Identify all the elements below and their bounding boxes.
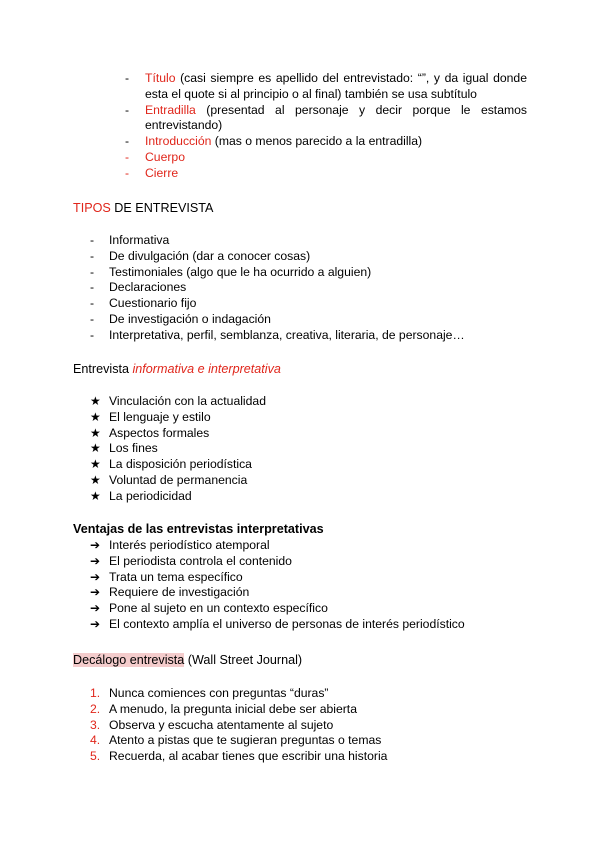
- list-item: [90, 554, 465, 570]
- dash-bullet: -: [90, 296, 95, 311]
- list-number: 3.: [90, 717, 101, 732]
- list-item-text: El lenguaje y estilo: [109, 409, 211, 424]
- list-item-text: Nunca comiences con preguntas “duras”: [109, 686, 329, 700]
- list-item: [90, 601, 465, 617]
- item-description: (mas o menos parecido a la entradilla): [211, 134, 423, 149]
- list-item-text: Atento a pistas que te sugieran preguntas o temas: [109, 733, 382, 748]
- list-item: [90, 249, 465, 265]
- list-item-text: De divulgación (dar a conocer cosas): [109, 248, 311, 263]
- item-term: Título: [145, 71, 176, 85]
- arrow-right-icon: ➔: [90, 553, 101, 568]
- tipos-heading-rest: DE ENTREVISTA: [110, 201, 214, 215]
- star-icon: ★: [90, 425, 101, 440]
- list-item-text: Vinculación con la actualidad: [109, 394, 266, 408]
- star-icon: ★: [90, 457, 101, 472]
- dash-bullet: -: [90, 233, 95, 247]
- list-item-text: La disposición periodística: [109, 457, 252, 472]
- list-item: [90, 457, 266, 473]
- tipos-heading-red: TIPOS: [73, 201, 111, 215]
- list-item-text: La periodicidad: [109, 488, 192, 503]
- dash-bullet: -: [90, 248, 95, 263]
- list-item-text: Requiere de investigación: [109, 585, 250, 600]
- list-item: [90, 686, 387, 702]
- list-item: [90, 296, 465, 312]
- structure-list: [125, 71, 527, 182]
- dash-bullet: -: [125, 71, 130, 85]
- dash-bullet: -: [90, 264, 95, 279]
- list-item: [90, 570, 465, 586]
- list-item: [90, 328, 465, 344]
- list-item: [90, 733, 387, 749]
- list-item-text: Recuerda, al acabar tienes que escribir una historia: [109, 749, 388, 764]
- item-term: Cuerpo: [145, 149, 185, 164]
- star-icon: ★: [90, 409, 101, 424]
- list-item: [125, 71, 527, 103]
- item-term: Introducción: [145, 134, 212, 149]
- dash-bullet: -: [125, 134, 130, 149]
- dash-bullet: -: [90, 327, 95, 342]
- list-item: [90, 394, 266, 410]
- tipos-list: [90, 233, 465, 344]
- informativa-list: [90, 394, 266, 505]
- arrow-right-icon: ➔: [90, 569, 101, 584]
- list-item: [90, 441, 266, 457]
- item-term: Entradilla: [145, 102, 196, 117]
- item-term: Cierre: [145, 165, 179, 180]
- dash-bullet: -: [125, 102, 130, 117]
- list-item: [125, 103, 527, 135]
- list-item: [125, 166, 527, 182]
- dash-bullet: -: [125, 165, 130, 180]
- dash-bullet: -: [90, 311, 95, 326]
- list-number: 5.: [90, 749, 101, 764]
- list-item: [90, 265, 465, 281]
- arrow-right-icon: ➔: [90, 616, 101, 631]
- item-description: (presentad al personaje y decir porque le estamos entrevistando): [145, 102, 527, 133]
- informativa-heading-italic: informativa e interpretativa: [132, 362, 281, 376]
- list-item: [90, 489, 266, 505]
- list-item: [125, 134, 527, 150]
- list-item-text: Declaraciones: [109, 280, 187, 295]
- list-item-text: Los fines: [109, 441, 158, 456]
- tipos-heading: [73, 201, 213, 217]
- list-item-text: Trata un tema específico: [109, 569, 243, 584]
- list-item: [90, 312, 465, 328]
- list-item: [90, 749, 387, 765]
- list-item-text: Cuestionario fijo: [109, 296, 197, 311]
- dash-bullet: -: [125, 149, 130, 164]
- list-item-text: Interés periodístico atemporal: [109, 538, 270, 552]
- list-number: 2.: [90, 701, 101, 716]
- decalogo-list: [90, 686, 387, 765]
- list-number: 1.: [90, 686, 101, 700]
- list-item-text: Interpretativa, perfil, semblanza, creativa, literaria, de personaje…: [109, 327, 465, 342]
- informativa-heading: [73, 362, 281, 378]
- item-description: (casi siempre es apellido del entrevistado: “”, y da igual donde esta el quote si al principio o al final) también se usa subtítulo: [145, 71, 527, 101]
- ventajas-list: [90, 538, 465, 633]
- decalogo-heading-highlight: Decálogo entrevista: [73, 653, 185, 667]
- star-icon: ★: [90, 488, 101, 503]
- star-icon: ★: [90, 394, 101, 408]
- list-item-text: Pone al sujeto en un contexto específico: [109, 601, 328, 616]
- decalogo-heading-rest: (Wall Street Journal): [184, 653, 303, 667]
- informativa-heading-plain: Entrevista: [73, 362, 133, 376]
- arrow-right-icon: ➔: [90, 585, 101, 600]
- list-item-text: Voluntad de permanencia: [109, 472, 248, 487]
- ventajas-heading: Ventajas de las entrevistas interpretativas: [73, 522, 324, 536]
- list-item-text: De investigación o indagación: [109, 311, 271, 326]
- arrow-right-icon: ➔: [90, 601, 101, 616]
- list-item-text: A menudo, la pregunta inicial debe ser abierta: [109, 701, 357, 716]
- list-item: [90, 617, 465, 633]
- list-item-text: El contexto amplía el universo de personas de interés periodístico: [109, 616, 465, 631]
- list-item: [90, 473, 266, 489]
- list-item: [125, 150, 527, 166]
- list-item-text: Observa y escucha atentamente al sujeto: [109, 717, 334, 732]
- decalogo-heading: [73, 653, 302, 669]
- list-item: [90, 410, 266, 426]
- list-item-text: Aspectos formales: [109, 425, 210, 440]
- arrow-right-icon: ➔: [90, 538, 101, 552]
- list-item: [90, 585, 465, 601]
- list-item: [90, 718, 387, 734]
- list-item-text: El periodista controla el contenido: [109, 553, 292, 568]
- list-number: 4.: [90, 733, 101, 748]
- star-icon: ★: [90, 472, 101, 487]
- list-item-text: Testimoniales (algo que le ha ocurrido a alguien): [109, 264, 372, 279]
- dash-bullet: -: [90, 280, 95, 295]
- list-item: [90, 280, 465, 296]
- list-item: [90, 702, 387, 718]
- list-item: [90, 426, 266, 442]
- list-item: [90, 233, 465, 249]
- list-item: [90, 538, 465, 554]
- list-item-text: Informativa: [109, 233, 170, 247]
- star-icon: ★: [90, 441, 101, 456]
